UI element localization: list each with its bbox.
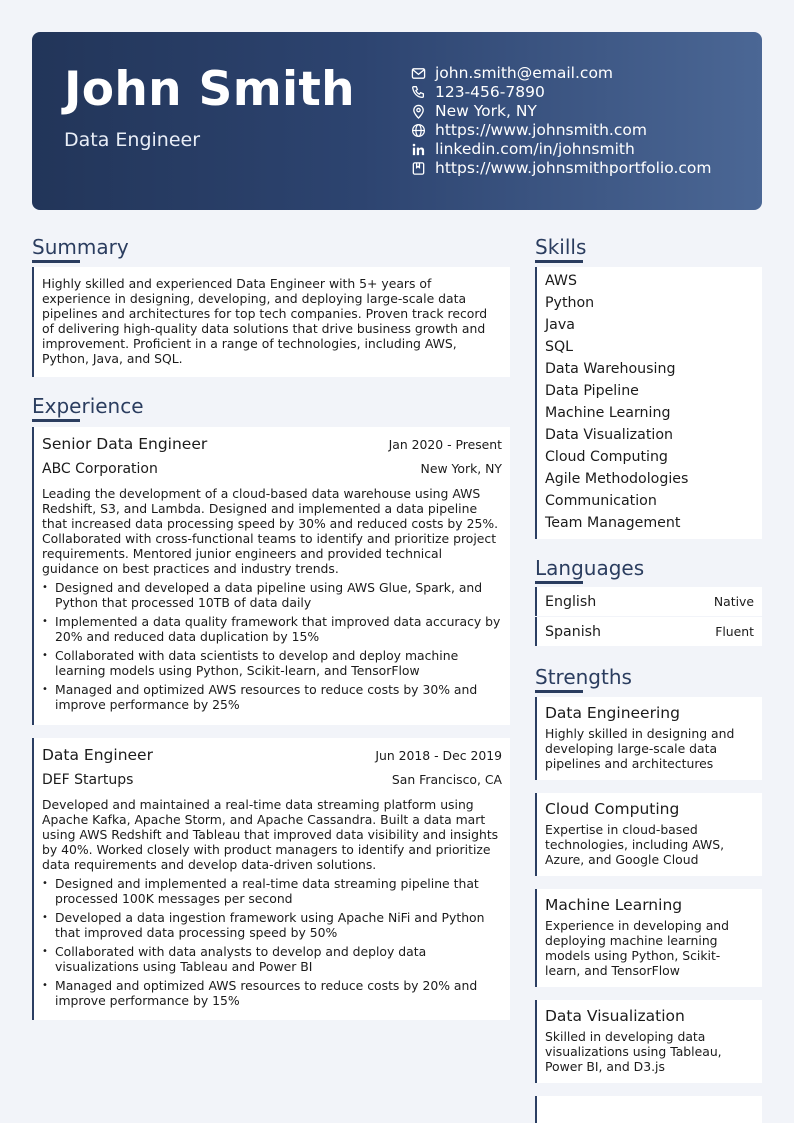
strengths-heading: Strengths <box>535 665 632 689</box>
contact-location <box>410 102 711 121</box>
resume-header <box>32 32 762 210</box>
strength-description: Skilled in developing data visualizations using Tableau, Power BI, and D3.js <box>545 1029 722 1074</box>
strength-description: Experience in developing and deploying machine learning models using Python, Scikit-learn, and TensorFlow <box>545 918 730 978</box>
job-dates: Jan 2020 - Present <box>388 437 502 452</box>
summary-text: Highly skilled and experienced Data Engineer with 5+ years of experience in designing, developing, and deploying large-scale data pipelines and architectures for top tech companies. Proven track record of delivering high-quality data solutions that drive business growth and improvement. Proficient in a range of technologies, including AWS, Python, Java, and SQL. <box>42 276 488 366</box>
job-description: Leading the development of a cloud-based data warehouse using AWS Redshift, S3, and Lambda. Designed and implemented a data pipeline that increased data processing speed by 30% and reduced costs by 25%. Collaborated with cross-functional teams to identify and prioritize project requirements. Mentored junior engineers and provided technical guidance on best practices and industry trends. <box>42 486 499 576</box>
skill-item: Cloud Computing <box>545 449 668 465</box>
candidate-role: Data Engineer <box>64 129 201 151</box>
job-bullet: • Managed and optimized AWS resources to reduce costs by 30% and improve performance by 25% <box>42 682 502 712</box>
job-card <box>32 738 510 1020</box>
skill-item: SQL <box>545 339 574 355</box>
language-level: Native <box>713 594 754 609</box>
strength-description: Highly skilled in designing and developing large-scale data pipelines and architectures <box>545 726 735 771</box>
strength-card <box>535 793 762 876</box>
globe-icon <box>410 122 427 139</box>
strength-title: Cloud Computing <box>545 800 680 818</box>
contact-linkedin-text: linkedin.com/in/johnsmith <box>435 140 635 158</box>
experience-heading: Experience <box>32 394 144 418</box>
contact-portfolio-text: https://www.johnsmithportfolio.com <box>435 159 712 177</box>
skill-item: AWS <box>545 273 577 289</box>
job-location: San Francisco, CA <box>391 772 502 787</box>
contact-portfolio[interactable] <box>410 159 711 178</box>
strength-card <box>535 1000 762 1083</box>
contact-email[interactable] <box>410 64 711 83</box>
skill-item: Communication <box>545 493 657 509</box>
experience-heading-rule <box>32 419 80 422</box>
location-icon <box>410 103 427 120</box>
job-bullets <box>42 580 502 712</box>
skills-heading: Skills <box>535 235 587 259</box>
languages-heading: Languages <box>535 556 645 580</box>
strength-card <box>535 697 762 780</box>
skill-item: Agile Methodologies <box>545 471 689 487</box>
strength-title: Data Visualization <box>545 1007 685 1025</box>
job-title: Data Engineer <box>42 746 153 764</box>
contact-phone[interactable] <box>410 83 711 102</box>
skill-item: Java <box>545 317 575 333</box>
linkedin-icon <box>410 141 427 158</box>
language-card <box>535 587 762 616</box>
job-bullet: • Implemented a data quality framework that improved data accuracy by 20% and reduced data duplication by 15% <box>42 614 502 644</box>
skill-item: Python <box>545 295 595 311</box>
job-bullet: • Designed and implemented a real-time data streaming pipeline that processed 100K messages per second <box>42 876 502 906</box>
job-bullet: • Managed and optimized AWS resources to reduce costs by 20% and improve performance by 15% <box>42 978 502 1008</box>
contact-linkedin[interactable] <box>410 140 711 159</box>
job-title: Senior Data Engineer <box>42 435 208 453</box>
summary-heading: Summary <box>32 235 129 259</box>
skills-heading-rule <box>535 260 583 263</box>
bookmark-icon <box>410 160 427 177</box>
job-bullets <box>42 876 502 1008</box>
language-level: Fluent <box>715 624 754 639</box>
summary-heading-rule <box>32 260 80 263</box>
phone-icon <box>410 84 427 101</box>
job-bullet: • Designed and developed a data pipeline using AWS Glue, Spark, and Python that processed 10TB of data daily <box>42 580 502 610</box>
strength-card-overflow <box>535 1096 762 1123</box>
contact-phone-text: 123-456-7890 <box>435 83 545 101</box>
skill-item: Team Management <box>545 515 681 531</box>
language-name: Spanish <box>545 623 602 640</box>
strength-card <box>535 889 762 987</box>
job-dates: Jun 2018 - Dec 2019 <box>375 748 502 763</box>
job-location: New York, NY <box>420 461 502 476</box>
strengths-heading-rule <box>535 690 583 693</box>
summary-card <box>32 267 510 377</box>
contact-email-text: john.smith@email.com <box>435 64 614 82</box>
language-card <box>535 617 762 646</box>
strength-description: Expertise in cloud-based technologies, including AWS, Azure, and Google Cloud <box>545 822 725 867</box>
strength-title: Machine Learning <box>545 896 683 914</box>
contact-location-text: New York, NY <box>435 102 537 120</box>
job-bullet: • Collaborated with data analysts to develop and deploy data visualizations using Tableau and Power BI <box>42 944 502 974</box>
job-bullet: • Developed a data ingestion framework using Apache NiFi and Python that improved data processing speed by 50% <box>42 910 502 940</box>
contact-website-text: https://www.johnsmith.com <box>435 121 647 139</box>
candidate-name: John Smith <box>64 62 355 117</box>
skill-item: Data Pipeline <box>545 383 639 399</box>
contact-website[interactable] <box>410 121 711 140</box>
job-company: DEF Startups <box>42 772 134 788</box>
strength-title: Data Engineering <box>545 704 680 722</box>
job-bullet: • Collaborated with data scientists to develop and deploy machine learning models using Python, Scikit-learn, and TensorFlow <box>42 648 502 678</box>
contact-list <box>410 64 711 178</box>
skill-item: Data Visualization <box>545 427 673 443</box>
email-icon <box>410 65 427 82</box>
language-name: English <box>545 593 597 610</box>
job-description: Developed and maintained a real-time data streaming platform using Apache Kafka, Apache Storm, and Apache Cassandra. Built a data mart using AWS Redshift and Tableau that improved data visibility and insights by 40%. Worked closely with product managers to identify and prioritize data requirements and develop data-driven solutions. <box>42 797 499 872</box>
job-card <box>32 427 510 725</box>
skills-card <box>535 267 762 539</box>
languages-heading-rule <box>535 581 583 584</box>
skill-item: Machine Learning <box>545 405 671 421</box>
skill-item: Data Warehousing <box>545 361 676 377</box>
job-company: ABC Corporation <box>42 461 158 477</box>
